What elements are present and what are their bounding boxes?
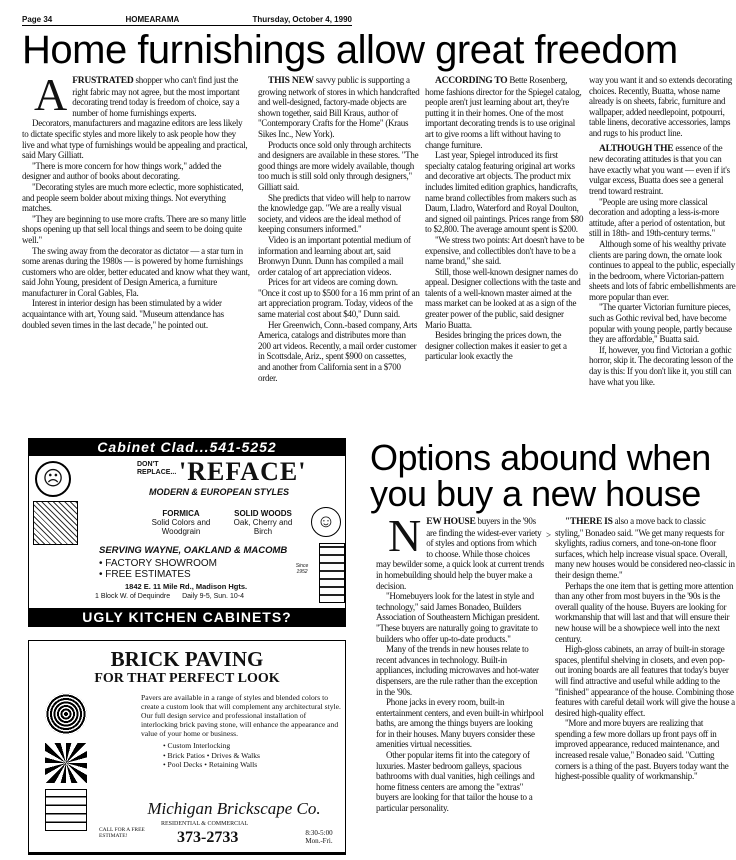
- service-item: • Custom Interlocking: [163, 741, 231, 750]
- paragraph: [589, 239, 736, 303]
- paragraph-text: Although some of his wealthy private clients are paring down, the ornate look continues to appeal to the public, especially in the bedroom, where Victorian-pattern sheets and lots of fabric embellishments are more popular than ever.: [589, 238, 736, 302]
- brick-subtitle: FOR THAT PERFECT LOOK: [94, 671, 280, 686]
- lead-in: ACCORDING TO: [435, 76, 508, 86]
- woods-text: Oak, Cherry and Birch: [233, 518, 293, 536]
- paragraph: [258, 235, 420, 277]
- service-item: • Pool Decks • Retaining Walls: [163, 760, 258, 769]
- paragraph: [258, 277, 420, 319]
- paragraph: [376, 510, 544, 591]
- paragraph-text: "More and more buyers are realizing that spending a few more dollars up front pays off in improved appearance, reduced maintenance, and increased resale value," Bonadeo said. "Cutting corners is a thing of the past. Buyers today want the highest-possible quality of workmanship.": [555, 718, 729, 782]
- brick-services: [163, 741, 341, 770]
- lead-in: "THERE IS: [565, 517, 613, 527]
- lead-in: THIS NEW: [268, 76, 314, 86]
- brick-para-1: Pavers are available in a range of styles and blended colors to create a custom look that will complement any architectural style.: [141, 693, 341, 711]
- reface-title: 'REFACE': [179, 457, 307, 486]
- directions: 1 Block W. of Dequindre: [95, 593, 171, 600]
- article2-column-2: [555, 516, 735, 782]
- call-text: CALL FOR A FREE ESTIMATE!: [99, 827, 145, 839]
- feature-estimates: FREE ESTIMATES: [105, 569, 191, 580]
- formica-text: Solid Colors and Woodgrain: [151, 518, 211, 536]
- brick-title: BRICK PAVING: [110, 647, 264, 671]
- paragraph: [376, 644, 544, 697]
- paragraph-text: Perhaps the one item that is getting more attention than any other from most buyers in the '90s is the overall quality of the house. Buyers are looking for workmanship that will last and that will ensure their new house will be a showpiece well into the next century.: [555, 580, 734, 644]
- ad-features: • FACTORY SHOWROOM • FREE ESTIMATES: [99, 558, 217, 580]
- drop-cap: A: [34, 69, 68, 120]
- paragraph: [425, 330, 585, 362]
- smiley-face-icon: ☺: [311, 507, 341, 537]
- ad-directions-hours: [95, 593, 244, 600]
- ugly-cabinets-banner: UGLY KITCHEN CABINETS?: [29, 608, 345, 626]
- paragraph: [555, 718, 735, 782]
- paragraph-text: Decorators, manufacturers and magazine editors are less likely to dictate specific styles and more likely to ask people how they live and what type of furnishings would be appealing and practical, said Mary Gilliatt.: [22, 118, 248, 161]
- old-cabinet-illustration-icon: [33, 501, 78, 545]
- paragraph-text: essence of the new decorating attitudes is that you can have exactly what you want — even if it's vulgar excess, Buatta does see a general trend toward restraint.: [589, 142, 730, 196]
- paragraph-text: Her Greenwich, Conn.-based company, Arts America, catalogs and distributes more than 200 art videos. Recently, a mail order customer in Scottsdale, Ariz., spent $900 on cassettes, and another from California sent in a $700 order.: [258, 319, 418, 383]
- paragraph-text: Bette Rosenberg, home fashions director for the Spiegel catalog, people aren't just learning about art, they're putting it in their homes. One of the most important decorating trends is to use original art to give rooms a lift without having to change furniture.: [425, 75, 582, 150]
- article-headline: Home furnishings allow great freedom: [22, 28, 678, 72]
- paragraph: [258, 193, 420, 235]
- lead-in: FRUSTRATED: [72, 76, 134, 86]
- paragraph-text: "We stress two points: Art doesn't have to be expensive, and collectibles don't have to be a name brand," she said.: [425, 234, 585, 267]
- article1-column-3: [425, 75, 585, 362]
- ad-phone-banner: Cabinet Clad...541-5252: [29, 439, 345, 456]
- paragraph-text: "There is more concern for how things work," added the designer and author of books about decorating.: [22, 160, 222, 182]
- paragraph: [258, 320, 420, 384]
- paragraph-text: Products once sold only through architects and designers are available in these stores. "The good things are more widely available, though too much is still sold only through designers," Gilliatt said.: [258, 139, 419, 192]
- article2-column-1: [376, 510, 544, 814]
- section-name: HOMEARAMA: [125, 15, 180, 24]
- paragraph: [589, 75, 736, 139]
- paragraph-text: way you want it and so extends decorating choices. Recently, Buatta, whose name already is on sheets, fabric, furniture and wallpaper, added needlepoint, potpourri, table linens, decorative accessories, lamps and rugs to his product line.: [589, 75, 732, 138]
- paragraph-text: "They are beginning to use more crafts. There are so many little shops opening up that sell local things and seem to be doing quite well.": [22, 213, 246, 245]
- brick-paver-icon: [45, 789, 87, 831]
- paragraph: [425, 75, 585, 150]
- hours: Daily 9-5, Sun. 10-4: [182, 593, 244, 600]
- paragraph-text: "Decorating styles are much more eclectic, more sophisticated, and people seem bolder about mixing things. Not everything matches.: [22, 181, 244, 214]
- article1-column-4: [589, 75, 736, 387]
- paragraph-text: The swing away from the decorator as dictator — a star turn in some arenas during the 1980s — is powered by home furnishings customers who are older, better educated and know what they want, said John Young, president of Design America, a furniture manufacturer in Coral Gables, Fla.: [22, 245, 250, 298]
- paragraph: [22, 161, 250, 182]
- paragraph: [555, 644, 735, 718]
- paragraph: [258, 75, 420, 140]
- arrow-mark-icon: >: [546, 530, 552, 540]
- article2-headline: Options abound when you buy a new house: [370, 437, 711, 514]
- paragraph-text: Phone jacks in every room, built-in entertainment centers, and even built-in whirlpool baths, are among the things buyers are looking for in their houses. Many buyers consider these amenities virtual necessities.: [376, 697, 544, 750]
- sad-face-icon: ☹: [35, 461, 71, 497]
- formica-title: FORMICA: [162, 509, 200, 518]
- paragraph: [425, 150, 585, 235]
- paragraph-text: Besides bringing the prices down, the designer collection makes it easier to get a particular look exactly the: [425, 330, 567, 362]
- paragraph: [22, 182, 250, 214]
- cabinet-clad-ad: [28, 438, 346, 627]
- paragraph: [376, 697, 544, 750]
- paragraph-text: Prices for art videos are coming down. "Once it cost up to $500 for a 16 mm print of an art appreciation program. Today, videos of the same material cost about $40," Dunn said.: [258, 277, 420, 320]
- formica-block: [141, 509, 221, 536]
- ad-address: 1842 E. 11 Mile Rd., Madison Hgts.: [125, 582, 248, 591]
- feature-showroom: FACTORY SHOWROOM: [105, 558, 217, 569]
- brick-para-2: Our full design service and professional installation of interlocking brick paving stone, will enhance the appearance and value of your home or business.: [141, 711, 339, 738]
- brick-description: [141, 693, 341, 770]
- since-badge: Since 1952: [295, 563, 309, 575]
- paragraph-text: If, however, you find Victorian a gothic horror, skip it. The decorating lesson of the day is this: If you don't like it, you still can have what you like.: [589, 344, 733, 387]
- paragraph: [22, 118, 250, 160]
- paragraph-text: Many of the trends in new houses relate to recent advances in technology. Built-in appliances, including microwaves and hot-water dispensers, are the rule rather than the exception in the '90s.: [376, 644, 539, 697]
- paragraph: [22, 69, 250, 120]
- paragraph: [376, 750, 544, 814]
- page-header: [22, 12, 352, 26]
- paragraph-text: savvy public is supporting a growing network of stores in which handcrafted and well-designed, factory-made objects are shown together, said Bill Kraus, author of "Contemporary Crafts for the Home" (Kraus Sikes Inc., New York).: [258, 75, 420, 139]
- paragraph-text: Video is an important potential medium of information and learning about art, said Bronwyn Dunn. Dunn has compiled a mail order catalog of art appreciation videos.: [258, 234, 411, 277]
- paragraph-text: "The quarter Victorian furniture pieces, such as Gothic revival bed, have become popular with young people, partly because they are affordable," Buatta said.: [589, 302, 732, 345]
- styles-text: MODERN & EUROPEAN STYLES: [149, 487, 290, 497]
- paragraph-text: also a move back to classic styling," Bonadeo said. "We get many requests for skylights, radius corners, and tone-on-tone floor surfaces, which help increase visual space. Overall, many new houses would be considered neo-classic in their design theme.": [555, 516, 735, 580]
- company-name: Michigan Brickscape Co.: [147, 799, 321, 818]
- fan-paver-icon: [45, 743, 87, 783]
- brick-paving-ad: [28, 640, 346, 855]
- paragraph: [22, 298, 250, 330]
- paragraph: [555, 581, 735, 645]
- paragraph: [589, 143, 736, 197]
- paragraph: [22, 246, 250, 299]
- paragraph: [425, 267, 585, 331]
- paragraph: [22, 214, 250, 246]
- paragraph-text: Other popular items fit into the category of luxuries. Master bedroom galleys, spacious bathrooms with dual vanities, high ceilings and home fitness centers are among the "extras" buyers are looking for that tailor the house to a particular personality.: [376, 750, 535, 814]
- lead-in: EW HOUSE: [426, 517, 476, 527]
- paragraph-text: Still, those well-known designer names do appeal. Designer collections with the taste and talents of a well-known master aimed at the mass market can be looked at as a sign of the greater power of the public, said designer Mario Buatta.: [425, 266, 581, 330]
- paragraph-text: She predicts that video will help to narrow the knowledge gap. "We are a really visual society, and videos are the ideal method of keeping consumers informed.": [258, 192, 411, 235]
- article1-column-1: [22, 69, 250, 330]
- dont-replace-text: DON'T REPLACE...: [137, 461, 177, 476]
- service-item: • Brick Patios • Drives & Walks: [163, 750, 260, 760]
- paragraph-text: "Homebuyers look for the latest in style and technology," said James Bonadeo, Builders Association of Southeastern Michigan president. "These buyers are naturally going to gravitate to builders who offer up-to-date products.": [376, 591, 540, 644]
- issue-date: Thursday, October 4, 1990: [252, 15, 352, 24]
- residential-commercial: RESIDENTIAL & COMMERCIAL: [161, 821, 249, 827]
- paragraph-text: Last year, Spiegel introduced its first specialty catalog featuring original art works and decorative art objects. The product mix includes limited edition graphics, handicrafts, name brand collectibles from makers such as Daum, Lladro, Waterford and Royal Doulton, and signed oil paintings. Prices range from $80 to $2,800. The average amount spent is $200.: [425, 150, 584, 235]
- paragraph: [425, 235, 585, 267]
- new-cabinet-illustration-icon: [319, 543, 345, 603]
- paragraph: [589, 302, 736, 344]
- paragraph: [258, 140, 420, 193]
- paragraph-text: shopper who can't find just the right fabric may not agree, but the most important decorating trend today is freedom of choice, say a number of home furnishings experts.: [72, 75, 240, 118]
- paragraph-text: buyers in the '90s are finding the widest-ever variety of styles and options from which to choose. While those choices may bewilder some, a quick look at current trends in homebuilding should help the buyer make a decision.: [376, 516, 544, 591]
- lead-in: ALTHOUGH THE: [599, 143, 674, 154]
- paragraph: [376, 591, 544, 644]
- brick-phone: 373-2733: [177, 829, 239, 846]
- page-number: Page 34: [22, 15, 53, 24]
- brick-hours: 8:30-5:00 Mon.-Fri.: [305, 829, 333, 845]
- paragraph: [589, 197, 736, 239]
- article1-column-2: [258, 75, 420, 383]
- solid-woods-block: [225, 509, 301, 536]
- circular-paver-icon: [45, 693, 87, 735]
- paragraph: [555, 516, 735, 581]
- serving-area: SERVING WAYNE, OAKLAND & MACOMB: [99, 545, 288, 556]
- drop-cap: N: [388, 510, 422, 561]
- paragraph: [589, 345, 736, 387]
- paragraph-text: High-gloss cabinets, an array of built-in storage spaces, plentiful shelving in closets, and even pop-out ironing boards are all features that today's buyer will find attractive and useful while adding to the "finished" appearance of the house. Combining those features with careful detail work will give the house a desired high-quality effect.: [555, 644, 735, 718]
- paragraph-text: Interest in interior design has been stimulated by a wider acquaintance with art, Young said. "Museum attendance has doubled seven times in the last decade," he pointed out.: [22, 298, 224, 330]
- woods-title: SOLID WOODS: [234, 509, 292, 518]
- paragraph-text: "People are using more classical decoration and adopting a less-is-more attitude, after a period of ostentation, but still in 18th- and 19th-century terms.": [589, 196, 725, 239]
